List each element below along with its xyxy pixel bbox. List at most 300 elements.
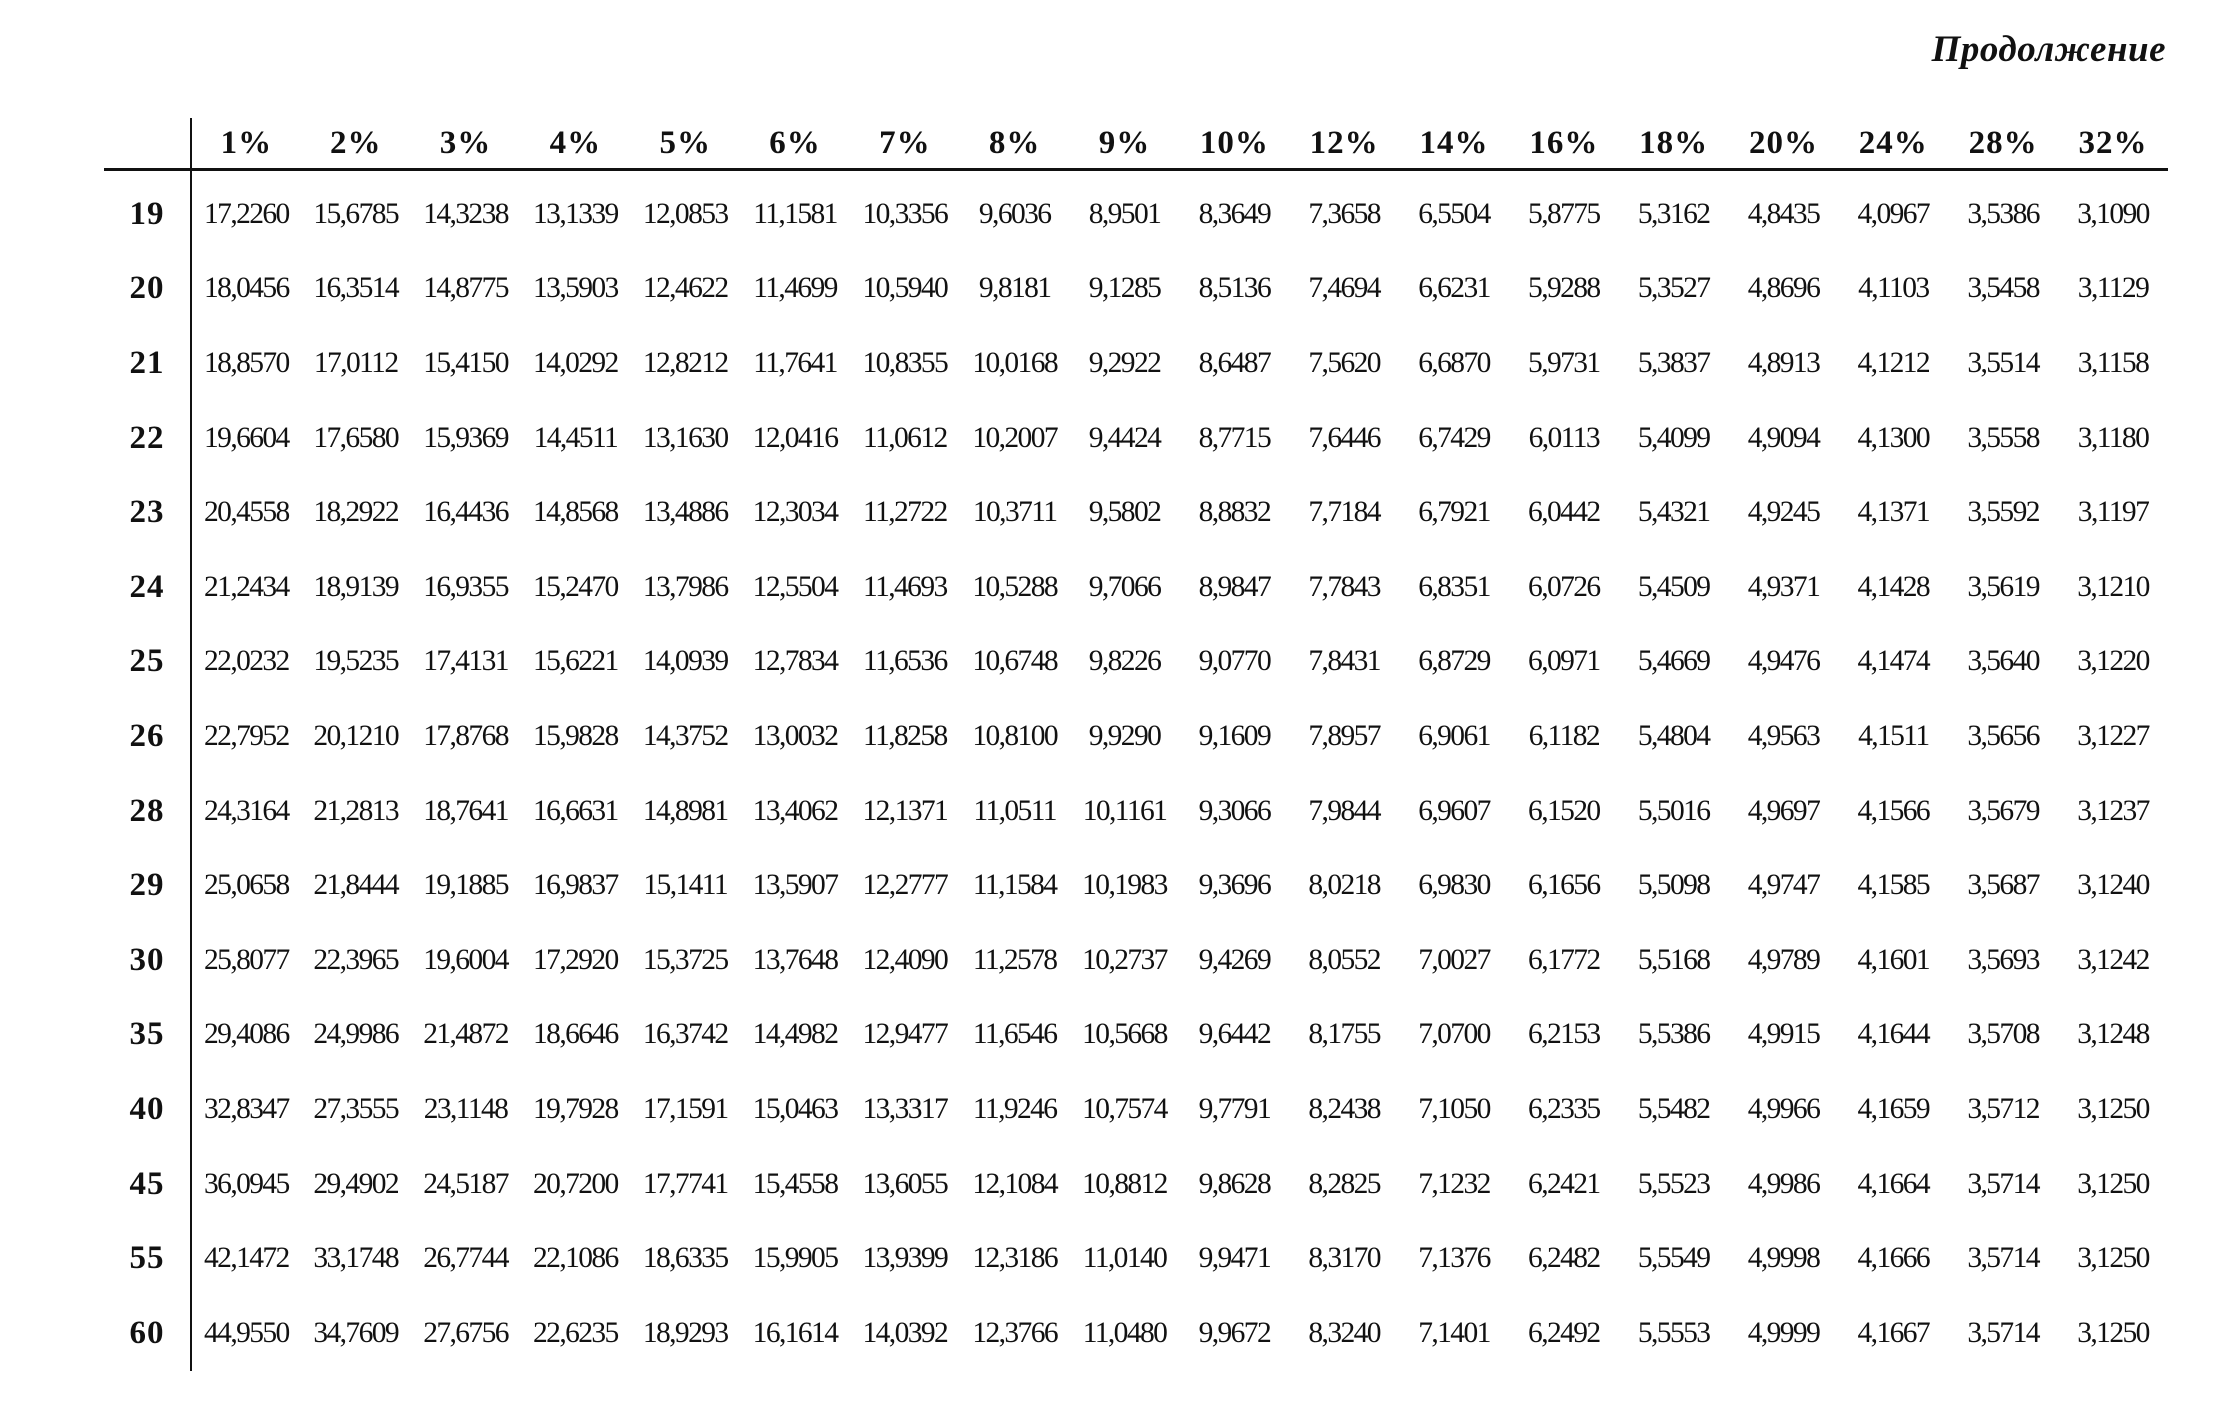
column-header: 8% — [960, 118, 1070, 170]
table-cell: 10,6748 — [972, 645, 1058, 678]
table-cell: 22,3965 — [313, 943, 399, 976]
column-header: 24% — [1838, 118, 1948, 170]
table-cell: 5,9731 — [1528, 346, 1600, 379]
table-cell: 5,4509 — [1637, 570, 1710, 603]
table-cell: 7,8431 — [1308, 645, 1380, 678]
row-period-label: 24 — [104, 550, 191, 625]
table-cell: 10,8812 — [1082, 1167, 1167, 1200]
table-cell: 4,9986 — [1747, 1167, 1820, 1200]
table-cell: 6,0442 — [1528, 496, 1600, 529]
table-cell: 11,8258 — [863, 719, 947, 752]
table-cell: 6,2421 — [1528, 1167, 1600, 1200]
table-cell: 4,9245 — [1747, 496, 1820, 529]
table-cell: 6,9607 — [1418, 794, 1490, 827]
table-cell: 14,8775 — [423, 272, 508, 305]
table-cell: 9,8226 — [1088, 645, 1161, 678]
table-cell: 8,9501 — [1088, 197, 1161, 230]
table-cell: 12,4090 — [862, 943, 948, 976]
table-cell: 18,6335 — [642, 1242, 728, 1275]
table-cell: 3,5708 — [1967, 1018, 2039, 1051]
table-cell: 3,1158 — [2077, 346, 2149, 379]
table-row — [104, 1072, 2168, 1147]
table-cell: 34,7609 — [313, 1316, 399, 1349]
table-cell: 7,1401 — [1418, 1316, 1490, 1349]
table-cell: 21,2813 — [313, 794, 399, 827]
table-cell: 9,9471 — [1198, 1242, 1271, 1275]
table-cell: 19,7928 — [533, 1092, 618, 1125]
table-cell: 3,1197 — [2077, 496, 2149, 529]
table-cell: 23,1148 — [423, 1092, 508, 1125]
table-cell: 13,7986 — [642, 570, 728, 603]
table-cell: 8,2825 — [1308, 1167, 1380, 1200]
column-header: 32% — [2058, 118, 2168, 170]
table-cell: 9,6036 — [978, 197, 1051, 230]
table-cell: 7,3658 — [1308, 197, 1380, 230]
table-cell: 5,3837 — [1637, 346, 1710, 379]
table-cell: 32,8347 — [204, 1092, 289, 1125]
table-cell: 11,0480 — [1082, 1316, 1167, 1349]
table-cell: 25,0658 — [204, 869, 289, 902]
table-cell: 8,0552 — [1308, 943, 1380, 976]
table-cell: 9,7066 — [1088, 570, 1161, 603]
table-cell: 7,1050 — [1418, 1092, 1490, 1125]
table-cell: 20,1210 — [313, 719, 399, 752]
table-cell: 3,1250 — [2077, 1316, 2149, 1349]
table-cell: 4,8913 — [1747, 346, 1820, 379]
table-cell: 11,1581 — [753, 197, 837, 230]
table-cell: 22,7952 — [204, 719, 289, 752]
table-cell: 4,9999 — [1747, 1316, 1820, 1349]
table-cell: 6,0726 — [1528, 570, 1600, 603]
table-cell: 10,5668 — [1082, 1018, 1167, 1051]
table-cell: 9,9672 — [1198, 1316, 1271, 1349]
table-cell: 12,3186 — [972, 1242, 1058, 1275]
table-cell: 7,1376 — [1418, 1242, 1490, 1275]
table-cell: 11,0511 — [973, 794, 1056, 827]
table-cell: 13,1630 — [642, 421, 728, 454]
column-header: 7% — [850, 118, 960, 170]
table-cell: 10,0168 — [972, 346, 1058, 379]
table-cell: 4,9697 — [1747, 794, 1820, 827]
table-cell: 3,1220 — [2077, 645, 2149, 678]
table-cell: 12,9477 — [862, 1018, 948, 1051]
table-cell: 3,5458 — [1967, 272, 2039, 305]
table-cell: 10,1983 — [1082, 869, 1167, 902]
table-row — [104, 326, 2168, 401]
table-cell: 11,2722 — [863, 496, 947, 529]
table-cell: 12,0416 — [752, 421, 838, 454]
table-cell: 11,6536 — [863, 645, 947, 678]
table-cell: 14,0939 — [642, 645, 728, 678]
table-cell: 27,3555 — [313, 1092, 399, 1125]
table-cell: 11,9246 — [972, 1092, 1057, 1125]
table-cell: 7,7843 — [1308, 570, 1380, 603]
table-row — [104, 1296, 2168, 1371]
table-cell: 6,9061 — [1418, 719, 1490, 752]
column-header: 9% — [1070, 118, 1180, 170]
row-period-label: 35 — [104, 998, 191, 1073]
table-cell: 7,9844 — [1308, 794, 1380, 827]
table-cell: 4,1474 — [1857, 645, 1930, 678]
table-cell: 6,5504 — [1418, 197, 1490, 230]
table-cell: 12,8212 — [642, 346, 728, 379]
table-cell: 17,2260 — [204, 197, 289, 230]
table-cell: 3,1237 — [2077, 794, 2149, 827]
table-cell: 13,4886 — [642, 496, 728, 529]
table-cell: 14,8568 — [533, 496, 618, 529]
row-period-label: 60 — [104, 1296, 191, 1371]
column-header: 12% — [1289, 118, 1399, 170]
table-cell: 16,3514 — [313, 272, 399, 305]
table-cell: 5,9288 — [1528, 272, 1600, 305]
table-cell: 8,9847 — [1198, 570, 1271, 603]
table-cell: 6,1656 — [1528, 869, 1600, 902]
table-cell: 19,5235 — [313, 645, 399, 678]
table-cell: 3,5619 — [1967, 570, 2039, 603]
table-cell: 5,4669 — [1637, 645, 1710, 678]
table-cell: 18,9139 — [313, 570, 399, 603]
table-row — [104, 848, 2168, 923]
continuation-caption: Продолжение — [1931, 29, 2166, 70]
table-cell: 3,5640 — [1967, 645, 2039, 678]
table-cell: 12,1371 — [862, 794, 948, 827]
table-row — [104, 1147, 2168, 1222]
table-cell: 17,6580 — [313, 421, 399, 454]
table-cell: 3,1250 — [2077, 1167, 2149, 1200]
table-cell: 7,8957 — [1308, 719, 1380, 752]
table-cell: 12,3766 — [972, 1316, 1058, 1349]
table-cell: 5,8775 — [1528, 197, 1600, 230]
table-cell: 14,0292 — [533, 346, 618, 379]
row-period-label: 21 — [104, 326, 191, 401]
table-cell: 3,1248 — [2077, 1018, 2149, 1051]
table-cell: 4,1371 — [1857, 496, 1930, 529]
table-cell: 10,1161 — [1082, 794, 1167, 827]
table-cell: 27,6756 — [423, 1316, 508, 1349]
table-cell: 3,5693 — [1967, 943, 2039, 976]
row-period-label: 55 — [104, 1221, 191, 1296]
row-period-label: 30 — [104, 923, 191, 998]
table-cell: 3,5386 — [1967, 197, 2039, 230]
table-cell: 9,1285 — [1088, 272, 1161, 305]
table-cell: 25,8077 — [204, 943, 289, 976]
table-cell: 17,1591 — [642, 1092, 728, 1125]
table-cell: 12,5504 — [752, 570, 838, 603]
table-cell: 7,6446 — [1308, 421, 1380, 454]
table-cell: 18,6646 — [533, 1018, 618, 1051]
table-cell: 19,1885 — [423, 869, 508, 902]
table-cell: 14,3238 — [423, 197, 508, 230]
table-cell: 14,8981 — [642, 794, 728, 827]
table-cell: 21,8444 — [313, 869, 399, 902]
table-body — [104, 170, 2168, 1371]
table-cell: 11,6546 — [972, 1018, 1057, 1051]
table-cell: 20,4558 — [204, 496, 289, 529]
table-cell: 3,5714 — [1967, 1242, 2039, 1275]
table-cell: 21,4872 — [423, 1018, 508, 1051]
table-cell: 5,5549 — [1637, 1242, 1710, 1275]
table-cell: 6,6231 — [1418, 272, 1490, 305]
table-cell: 9,6442 — [1198, 1018, 1271, 1051]
table-cell: 7,5620 — [1308, 346, 1380, 379]
table-cell: 13,9399 — [862, 1242, 948, 1275]
table-row — [104, 998, 2168, 1073]
table-cell: 11,7641 — [753, 346, 837, 379]
table-cell: 3,1240 — [2077, 869, 2149, 902]
table-cell: 6,8351 — [1418, 570, 1490, 603]
table-cell: 6,0971 — [1528, 645, 1600, 678]
table-cell: 11,0612 — [863, 421, 947, 454]
table-cell: 9,8181 — [978, 272, 1051, 305]
table-cell: 14,4511 — [533, 421, 618, 454]
table-cell: 7,7184 — [1308, 496, 1380, 529]
table-cell: 4,9094 — [1747, 421, 1820, 454]
table-cell: 7,1232 — [1418, 1167, 1490, 1200]
table-cell: 9,4424 — [1088, 421, 1161, 454]
table-cell: 44,9550 — [204, 1316, 289, 1349]
row-period-label: 28 — [104, 774, 191, 849]
table-row — [104, 550, 2168, 625]
table-cell: 10,7574 — [1082, 1092, 1167, 1125]
row-period-label: 22 — [104, 401, 191, 476]
table-cell: 11,0140 — [1082, 1242, 1167, 1275]
table-cell: 5,3162 — [1637, 197, 1710, 230]
annuity-factor-table — [104, 118, 2168, 1371]
table-row — [104, 625, 2168, 700]
table-cell: 10,2007 — [972, 421, 1058, 454]
table-cell: 6,7429 — [1418, 421, 1490, 454]
table-cell: 3,1250 — [2077, 1242, 2149, 1275]
table-cell: 10,5940 — [862, 272, 948, 305]
table-cell: 8,5136 — [1198, 272, 1271, 305]
table-cell: 4,1601 — [1857, 943, 1930, 976]
table-cell: 13,7648 — [752, 943, 838, 976]
table-cell: 5,4321 — [1637, 496, 1710, 529]
table-cell: 19,6604 — [204, 421, 289, 454]
table-cell: 3,5514 — [1967, 346, 2039, 379]
table-cell: 11,2578 — [972, 943, 1057, 976]
table-cell: 15,0463 — [752, 1092, 838, 1125]
table-cell: 10,8100 — [972, 719, 1058, 752]
table-cell: 8,1755 — [1308, 1018, 1380, 1051]
table-cell: 13,1339 — [533, 197, 618, 230]
table-cell: 15,6221 — [533, 645, 618, 678]
table-cell: 3,5687 — [1967, 869, 2039, 902]
table-cell: 18,9293 — [642, 1316, 728, 1349]
table-cell: 10,3356 — [862, 197, 948, 230]
table-cell: 9,0770 — [1198, 645, 1271, 678]
table-cell: 36,0945 — [204, 1167, 289, 1200]
table-cell: 8,3240 — [1308, 1316, 1380, 1349]
column-header: 6% — [740, 118, 850, 170]
table-row — [104, 170, 2168, 252]
table-cell: 6,1520 — [1528, 794, 1600, 827]
table-cell: 3,1180 — [2077, 421, 2149, 454]
table-row — [104, 699, 2168, 774]
table-cell: 7,4694 — [1308, 272, 1380, 305]
table-cell: 3,5558 — [1967, 421, 2039, 454]
table-cell: 9,3696 — [1198, 869, 1271, 902]
column-header: 14% — [1399, 118, 1509, 170]
table-cell: 4,1664 — [1857, 1167, 1930, 1200]
table-cell: 6,2153 — [1528, 1018, 1600, 1051]
table-cell: 12,0853 — [642, 197, 728, 230]
table-cell: 12,4622 — [642, 272, 728, 305]
table-cell: 3,1090 — [2077, 197, 2149, 230]
table-cell: 33,1748 — [313, 1242, 399, 1275]
table-cell: 4,9747 — [1747, 869, 1820, 902]
table-cell: 12,2777 — [862, 869, 948, 902]
column-header: 2% — [301, 118, 411, 170]
table-cell: 5,5168 — [1637, 943, 1710, 976]
table-cell: 24,5187 — [423, 1167, 508, 1200]
table-cell: 5,5016 — [1637, 794, 1710, 827]
table-cell: 4,1644 — [1857, 1018, 1930, 1051]
table-cell: 15,4558 — [752, 1167, 838, 1200]
column-header: 4% — [520, 118, 630, 170]
row-period-label: 45 — [104, 1147, 191, 1222]
table-cell: 16,6631 — [533, 794, 618, 827]
table-cell: 5,4099 — [1637, 421, 1710, 454]
table-cell: 4,9563 — [1747, 719, 1820, 752]
table-cell: 3,1210 — [2077, 570, 2149, 603]
table-cell: 15,6785 — [313, 197, 399, 230]
table-cell: 15,2470 — [533, 570, 618, 603]
table-cell: 4,8696 — [1747, 272, 1820, 305]
corner-cell — [104, 118, 191, 170]
table-cell: 8,3649 — [1198, 197, 1271, 230]
table-cell: 17,7741 — [642, 1167, 728, 1200]
table-cell: 8,2438 — [1308, 1092, 1380, 1125]
table-cell: 8,0218 — [1308, 869, 1380, 902]
table-cell: 22,0232 — [204, 645, 289, 678]
table-cell: 4,1428 — [1857, 570, 1930, 603]
table-cell: 13,6055 — [862, 1167, 948, 1200]
table-cell: 6,2492 — [1528, 1316, 1600, 1349]
table-cell: 7,0700 — [1418, 1018, 1490, 1051]
table-cell: 5,5523 — [1637, 1167, 1710, 1200]
table-cell: 11,4699 — [753, 272, 837, 305]
table-cell: 18,2922 — [313, 496, 399, 529]
table-cell: 6,8729 — [1418, 645, 1490, 678]
table-cell: 3,1250 — [2077, 1092, 2149, 1125]
table-cell: 14,3752 — [642, 719, 728, 752]
table-cell: 17,0112 — [313, 346, 398, 379]
table-cell: 15,1411 — [643, 869, 727, 902]
column-header: 5% — [630, 118, 740, 170]
table-cell: 4,9915 — [1747, 1018, 1820, 1051]
table-cell: 4,8435 — [1747, 197, 1820, 230]
table-cell: 42,1472 — [204, 1242, 289, 1275]
table-row — [104, 1221, 2168, 1296]
table-cell: 16,1614 — [752, 1316, 838, 1349]
table-cell: 3,5712 — [1967, 1092, 2039, 1125]
table-cell: 13,5907 — [752, 869, 838, 902]
table-cell: 8,8832 — [1198, 496, 1271, 529]
annuity-table-container — [104, 118, 2168, 1371]
table-cell: 9,1609 — [1198, 719, 1271, 752]
table-cell: 6,9830 — [1418, 869, 1490, 902]
table-cell: 5,5553 — [1637, 1316, 1710, 1349]
table-cell: 6,6870 — [1418, 346, 1490, 379]
table-cell: 8,6487 — [1198, 346, 1271, 379]
table-cell: 13,0032 — [752, 719, 838, 752]
table-cell: 11,1584 — [972, 869, 1057, 902]
table-cell: 16,3742 — [642, 1018, 728, 1051]
column-header: 1% — [191, 118, 301, 170]
table-cell: 11,4693 — [863, 570, 947, 603]
header-row — [104, 118, 2168, 170]
table-cell: 22,1086 — [533, 1242, 618, 1275]
table-cell: 4,1212 — [1857, 346, 1930, 379]
row-period-label: 19 — [104, 170, 191, 252]
table-cell: 5,5482 — [1637, 1092, 1710, 1125]
column-header: 18% — [1619, 118, 1729, 170]
row-period-label: 23 — [104, 475, 191, 550]
table-cell: 13,3317 — [862, 1092, 948, 1125]
table-cell: 15,4150 — [423, 346, 508, 379]
table-cell: 4,9476 — [1747, 645, 1820, 678]
table-cell: 13,4062 — [752, 794, 838, 827]
table-cell: 20,7200 — [533, 1167, 618, 1200]
table-cell: 4,9998 — [1747, 1242, 1820, 1275]
table-cell: 3,1129 — [2077, 272, 2149, 305]
table-cell: 9,5802 — [1088, 496, 1161, 529]
table-cell: 4,9789 — [1747, 943, 1820, 976]
table-cell: 8,3170 — [1308, 1242, 1380, 1275]
table-cell: 19,6004 — [423, 943, 508, 976]
table-cell: 6,7921 — [1418, 496, 1490, 529]
table-cell: 4,1667 — [1857, 1316, 1930, 1349]
table-cell: 9,3066 — [1198, 794, 1271, 827]
table-cell: 9,7791 — [1198, 1092, 1271, 1125]
table-cell: 12,3034 — [752, 496, 838, 529]
table-cell: 5,5386 — [1637, 1018, 1710, 1051]
table-cell: 29,4902 — [313, 1167, 399, 1200]
table-cell: 10,3711 — [972, 496, 1057, 529]
table-cell: 4,1659 — [1857, 1092, 1930, 1125]
table-cell: 3,5679 — [1967, 794, 2039, 827]
column-header: 28% — [1948, 118, 2058, 170]
table-cell: 29,4086 — [204, 1018, 289, 1051]
table-cell: 26,7744 — [423, 1242, 508, 1275]
row-period-label: 20 — [104, 252, 191, 327]
column-header: 16% — [1509, 118, 1619, 170]
table-cell: 15,9828 — [533, 719, 618, 752]
table-cell: 12,7834 — [752, 645, 838, 678]
row-period-label: 29 — [104, 848, 191, 923]
table-cell: 8,7715 — [1198, 421, 1271, 454]
table-cell: 15,9369 — [423, 421, 508, 454]
table-cell: 9,8628 — [1198, 1167, 1271, 1200]
table-cell: 9,9290 — [1088, 719, 1161, 752]
table-cell: 5,3527 — [1637, 272, 1710, 305]
table-cell: 14,0392 — [862, 1316, 948, 1349]
table-cell: 16,9355 — [423, 570, 508, 603]
table-cell: 22,6235 — [533, 1316, 618, 1349]
table-cell: 3,5714 — [1967, 1167, 2039, 1200]
table-cell: 5,5098 — [1637, 869, 1710, 902]
table-cell: 4,9966 — [1747, 1092, 1820, 1125]
table-cell: 18,8570 — [204, 346, 289, 379]
column-header: 20% — [1729, 118, 1839, 170]
table-row — [104, 923, 2168, 998]
table-cell: 4,1585 — [1857, 869, 1930, 902]
table-cell: 3,5656 — [1967, 719, 2039, 752]
table-cell: 18,7641 — [423, 794, 508, 827]
table-cell: 17,2920 — [533, 943, 618, 976]
table-cell: 3,5714 — [1967, 1316, 2039, 1349]
